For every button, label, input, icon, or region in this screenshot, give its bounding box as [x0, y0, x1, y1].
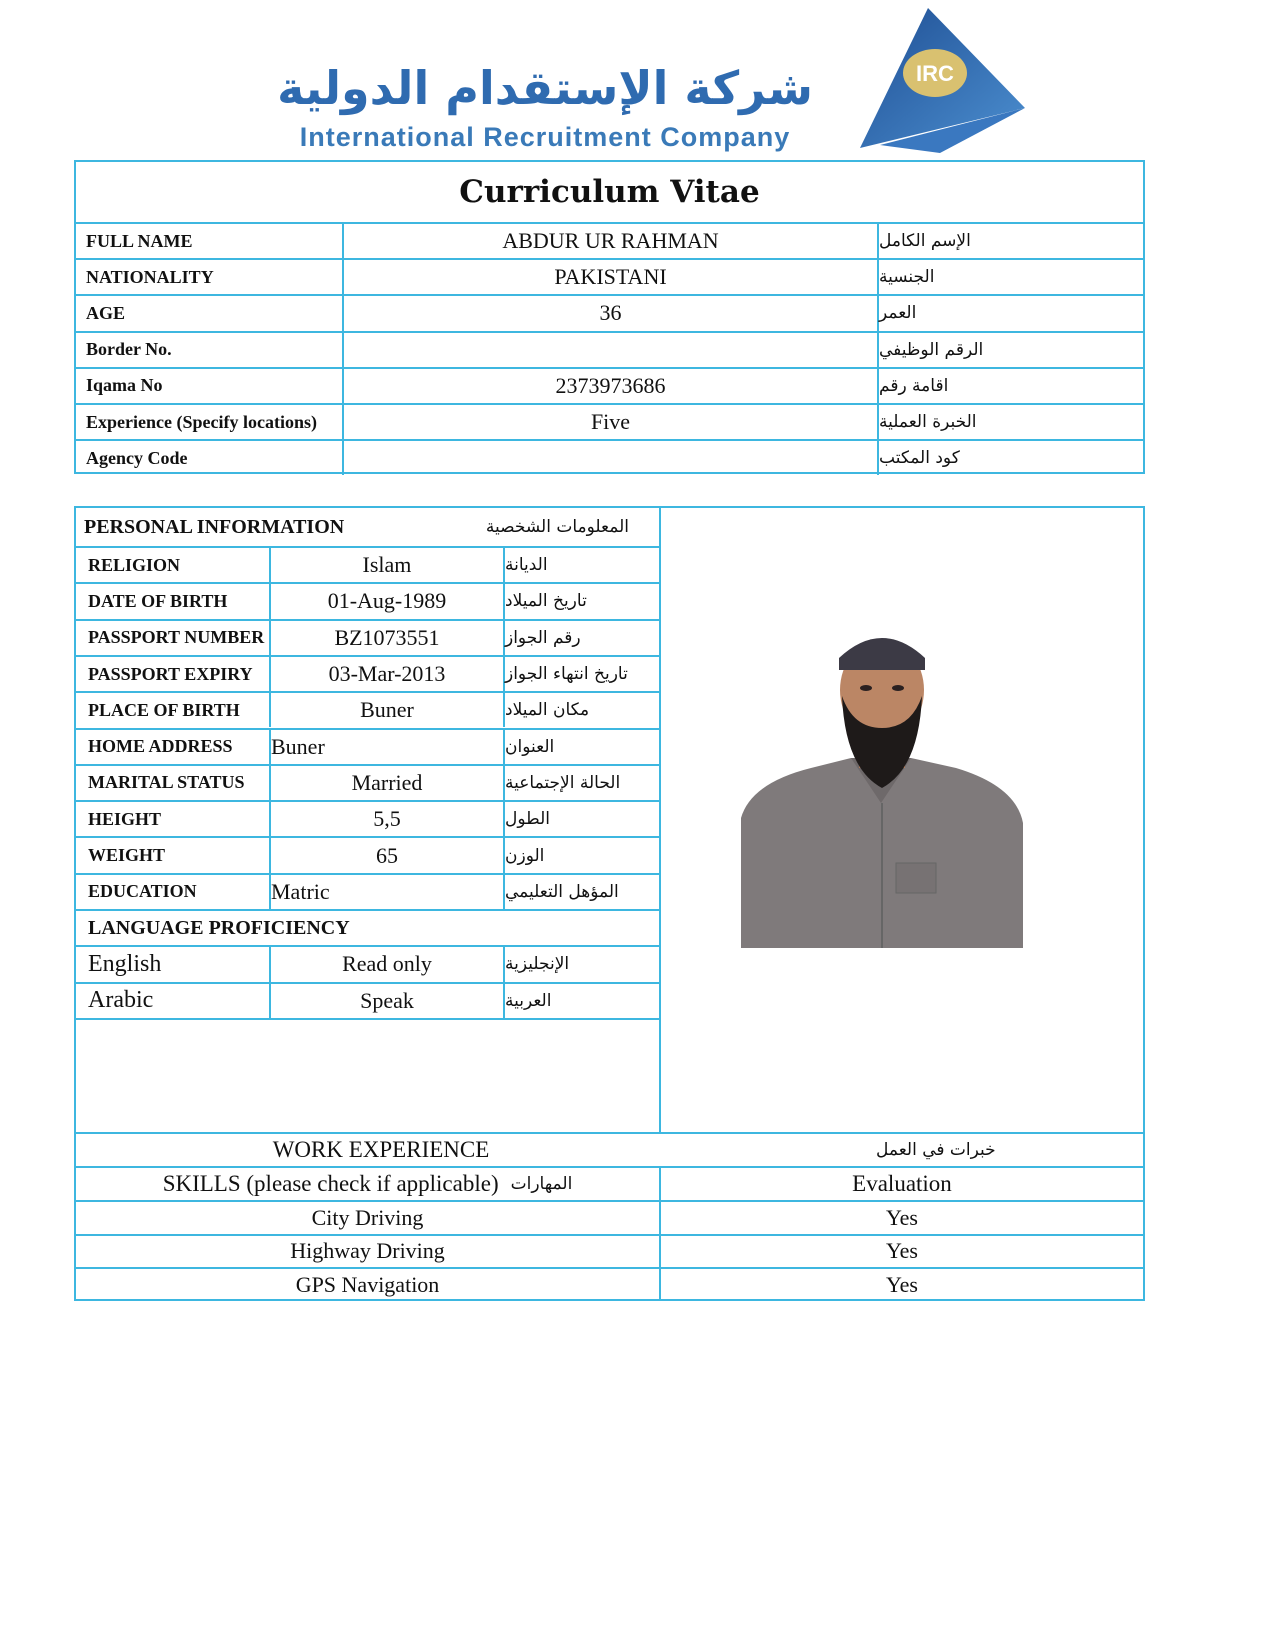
- language-level: Speak: [360, 987, 414, 1013]
- skill-row: [76, 1200, 1143, 1234]
- language-name: English: [88, 950, 162, 977]
- skills-header-row: [76, 1166, 1143, 1200]
- personal-info-section: [76, 508, 661, 1134]
- skill-row: [76, 1267, 1143, 1301]
- field-value: 2373973686: [555, 372, 666, 398]
- personal-label-arabic: الطول: [505, 809, 550, 830]
- personal-label: PLACE OF BIRTH: [88, 699, 240, 720]
- language-header-row: [76, 909, 659, 945]
- personal-label: MARITAL STATUS: [88, 772, 245, 793]
- personal-label-arabic: الديانة: [505, 555, 548, 576]
- language-proficiency-title: LANGUAGE PROFICIENCY: [88, 916, 350, 939]
- personal-label: DATE OF BIRTH: [88, 590, 228, 611]
- field-label-arabic: الإسم الكامل: [879, 231, 971, 252]
- cv-row: [76, 258, 1143, 294]
- skill-row: [76, 1234, 1143, 1268]
- field-value: Five: [590, 409, 631, 435]
- personal-label: RELIGION: [88, 554, 181, 575]
- personal-value: 5,5: [373, 806, 401, 832]
- cv-row: [76, 439, 1143, 475]
- personal-label: HOME ADDRESS: [88, 736, 233, 757]
- language-name-arabic: العربية: [505, 990, 552, 1011]
- personal-label: HEIGHT: [88, 808, 162, 829]
- personal-label-arabic: الوزن: [505, 845, 545, 866]
- cv-row: [76, 331, 1143, 367]
- personal-label: PASSPORT EXPIRY: [88, 663, 253, 684]
- language-name: Arabic: [88, 987, 154, 1014]
- field-value: PAKISTANI: [554, 264, 667, 290]
- field-label-arabic: الخبرة العملية: [879, 412, 977, 433]
- logo-emblem-text: IRC: [916, 61, 954, 86]
- language-level: Read only: [342, 951, 432, 977]
- personal-label: PASSPORT NUMBER: [88, 627, 265, 648]
- skills-header-label: SKILLS (please check if applicable): [162, 1171, 499, 1196]
- personal-label-arabic: العنوان: [505, 736, 555, 757]
- field-label: FULL NAME: [86, 230, 193, 251]
- field-value: [344, 441, 877, 475]
- field-label: Border No.: [86, 339, 172, 360]
- personal-row: [76, 836, 659, 872]
- work-experience-title: WORK EXPERIENCE: [272, 1137, 490, 1162]
- field-label: Iqama No: [86, 375, 163, 396]
- logo-emblem-icon: [840, 8, 1080, 158]
- personal-value: Buner: [271, 733, 325, 759]
- personal-label-arabic: تاريخ الميلاد: [505, 591, 587, 612]
- personal-value: Matric: [271, 878, 330, 904]
- field-label-arabic: الجنسية: [879, 267, 935, 288]
- personal-label: WEIGHT: [88, 845, 166, 866]
- logo-arabic-name: شركة الإستقدام الدولية: [277, 61, 813, 115]
- work-experience-title-arabic: خبرات في العمل: [876, 1140, 996, 1160]
- personal-value: 65: [376, 842, 398, 868]
- skill-name: City Driving: [311, 1204, 424, 1230]
- personal-info-title-arabic: المعلومات الشخصية: [485, 517, 629, 537]
- language-row: [76, 982, 659, 1018]
- cv-row: [76, 403, 1143, 439]
- personal-label-arabic: مكان الميلاد: [505, 700, 590, 721]
- field-label: NATIONALITY: [86, 266, 214, 287]
- skills-header-arabic: المهارات: [510, 1174, 573, 1194]
- skill-name: Highway Driving: [290, 1238, 445, 1264]
- personal-label: EDUCATION: [88, 881, 197, 902]
- personal-row: [76, 800, 659, 836]
- field-label-arabic: العمر: [879, 303, 917, 324]
- field-label: AGE: [86, 302, 126, 323]
- skill-evaluation: Yes: [885, 1238, 918, 1264]
- page-title: Curriculum Vitae: [459, 174, 760, 210]
- personal-info-table: [74, 506, 1145, 1301]
- field-value: ABDUR UR RAHMAN: [502, 228, 719, 254]
- cv-row: [76, 367, 1143, 403]
- personal-label-arabic: الحالة الإجتماعية: [505, 772, 621, 793]
- field-label: Experience (Specify locations): [86, 411, 317, 432]
- applicant-photo: [741, 618, 1023, 948]
- skill-evaluation: Yes: [885, 1271, 918, 1297]
- personal-label-arabic: رقم الجواز: [505, 627, 581, 648]
- language-row: [76, 945, 659, 981]
- personal-row: [76, 764, 659, 800]
- language-name-arabic: الإنجليزية: [505, 954, 570, 975]
- personal-value: Married: [351, 769, 423, 795]
- personal-row: [76, 582, 659, 618]
- field-value: [344, 333, 877, 367]
- skill-name: GPS Navigation: [295, 1271, 440, 1297]
- personal-row: [76, 728, 659, 764]
- field-label-arabic: كود المكتب: [879, 448, 960, 469]
- personal-row: [76, 546, 659, 582]
- personal-value: 01-Aug-1989: [327, 588, 447, 614]
- personal-row: [76, 655, 659, 691]
- personal-row: [76, 619, 659, 655]
- work-experience-row: [76, 1132, 1143, 1166]
- field-label: Agency Code: [86, 447, 188, 468]
- personal-value: Buner: [360, 697, 414, 723]
- personal-row: [76, 873, 659, 909]
- cv-row: [76, 222, 1143, 258]
- personal-info-header: [76, 508, 659, 546]
- personal-label-arabic: تاريخ انتهاء الجواز: [505, 664, 628, 685]
- personal-value: BZ1073551: [334, 624, 440, 650]
- cv-summary-table: [74, 160, 1145, 474]
- personal-label-arabic: المؤهل التعليمي: [505, 881, 619, 902]
- field-value: 36: [599, 300, 622, 326]
- field-label-arabic: الرقم الوظيفي: [879, 339, 984, 360]
- skills-header: [76, 1168, 659, 1200]
- skill-evaluation: Yes: [885, 1204, 918, 1230]
- personal-value: 03-Mar-2013: [328, 661, 446, 687]
- field-label-arabic: اقامة رقم: [879, 375, 949, 396]
- personal-info-title: PERSONAL INFORMATION: [84, 515, 345, 538]
- personal-row: [76, 691, 659, 727]
- logo-english-name: International Recruitment Company: [299, 122, 791, 152]
- personal-value: Islam: [362, 552, 412, 578]
- evaluation-header: Evaluation: [852, 1171, 952, 1196]
- cv-row: [76, 294, 1143, 330]
- company-logo: [240, 8, 1080, 158]
